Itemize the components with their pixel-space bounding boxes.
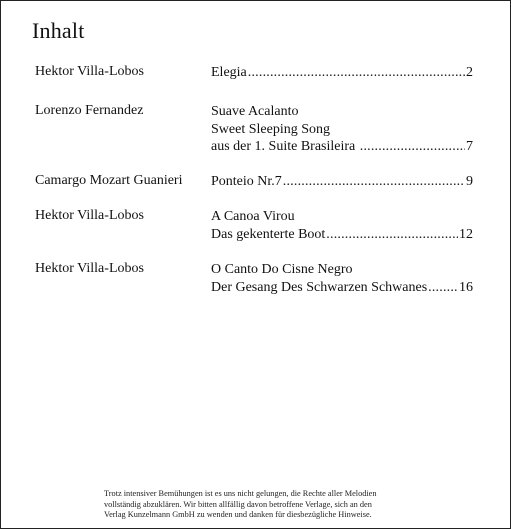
composer-name: Lorenzo Fernandez [35, 103, 144, 118]
work-title: A Canoa Virou [211, 209, 295, 224]
work-title: aus der 1. Suite Brasileira [211, 139, 359, 155]
dot-leader [283, 173, 465, 191]
composer-name: Hektor Villa-Lobos [35, 261, 144, 276]
dot-leader [428, 279, 458, 297]
notice-line: Verlag Kunzelmann GmbH zu wenden und danken für diesbezügliche Hinweise. [104, 510, 372, 520]
work-title: Der Gesang Des Schwarzen Schwanes [211, 279, 428, 295]
toc-line [211, 103, 473, 121]
toc-line [211, 173, 473, 191]
page-number: 12 [459, 226, 473, 242]
work-title: Suave Acalanto [211, 104, 299, 119]
page-number: 16 [459, 279, 473, 295]
dot-leader [326, 226, 458, 244]
page-number: 2 [466, 65, 473, 80]
work-list [211, 208, 473, 243]
page-title: Inhalt [32, 18, 85, 43]
composer-name: Camargo Mozart Guanieri [35, 173, 183, 188]
toc-line [211, 121, 473, 139]
page-number: 9 [466, 174, 473, 189]
toc-line [211, 261, 473, 279]
page-number: 7 [466, 139, 473, 155]
notice-line: Trotz intensiver Bemühungen ist es uns nicht gelungen, die Rechte aller Melodien [104, 489, 377, 498]
toc-line [211, 208, 473, 226]
work-list [211, 261, 473, 296]
notice-line: vollständig abzuklären. Wir bitten allfällig davon betroffene Verlage, sich an den [104, 499, 372, 509]
work-title: O Canto Do Cisne Negro [211, 262, 353, 277]
work-list [211, 103, 473, 156]
work-list [211, 64, 473, 82]
work-title: Sweet Sleeping Song [211, 121, 330, 137]
copyright-notice [104, 489, 434, 521]
toc-line [211, 226, 473, 244]
composer-name: Hektor Villa-Lobos [35, 208, 144, 223]
toc-line [211, 138, 473, 156]
work-title: Ponteio Nr.7 [211, 174, 282, 189]
toc-line [211, 64, 473, 82]
toc-line [211, 279, 473, 297]
dot-leader [360, 138, 465, 156]
composer-name: Hektor Villa-Lobos [35, 64, 144, 79]
work-list [211, 173, 473, 191]
work-title: Elegia [211, 65, 247, 80]
dot-leader [248, 64, 465, 82]
work-title: Das gekenterte Boot [211, 226, 326, 242]
